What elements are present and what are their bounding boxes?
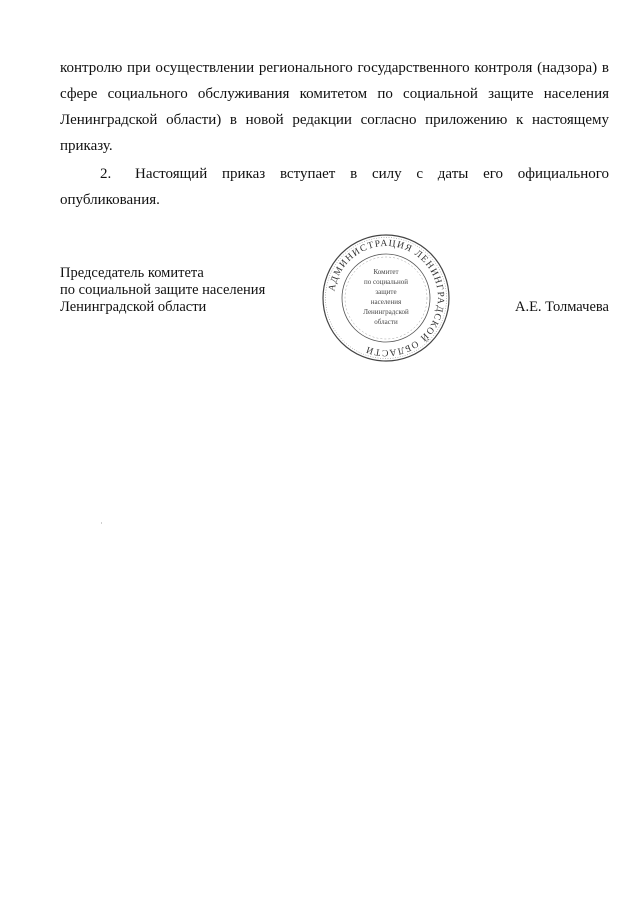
seal-inner-line: Ленинградской xyxy=(363,308,409,316)
seal-outer-text: АДМИНИСТРАЦИЯ ЛЕНИНГРАДСКОЙ ОБЛАСТИ xyxy=(327,238,446,358)
scan-speck xyxy=(101,522,102,524)
item-number: 2. xyxy=(100,166,112,182)
seal-inner-line: Комитет xyxy=(373,268,399,276)
position-line-2: по социальной защите населения xyxy=(60,282,266,298)
seal-inner-line: защите xyxy=(375,288,397,296)
paragraph-2 xyxy=(60,161,609,213)
seal-graphic xyxy=(320,232,452,364)
position-line-1: Председатель комитета xyxy=(60,265,204,281)
seal-inner-line: по социальной xyxy=(364,278,408,286)
seal-inner-line: области xyxy=(374,318,398,326)
seal-inner-line: населения xyxy=(370,298,402,306)
position-line-3: Ленинградской области xyxy=(60,299,207,315)
signatory-position xyxy=(60,265,265,316)
paragraph-1: контролю при осуществлении регионального государственного контроля (надзора) в сфере социального обслуживания комитетом по социальной защите населения Ленинградской области) в новой редакции согласно приложению к настоящему приказу. xyxy=(60,60,609,154)
item-text: Настоящий приказ вступает в силу с даты его официального опубликования. xyxy=(60,166,609,208)
signer-name: А.Е. Толмачева xyxy=(514,299,609,315)
official-seal xyxy=(320,232,452,364)
